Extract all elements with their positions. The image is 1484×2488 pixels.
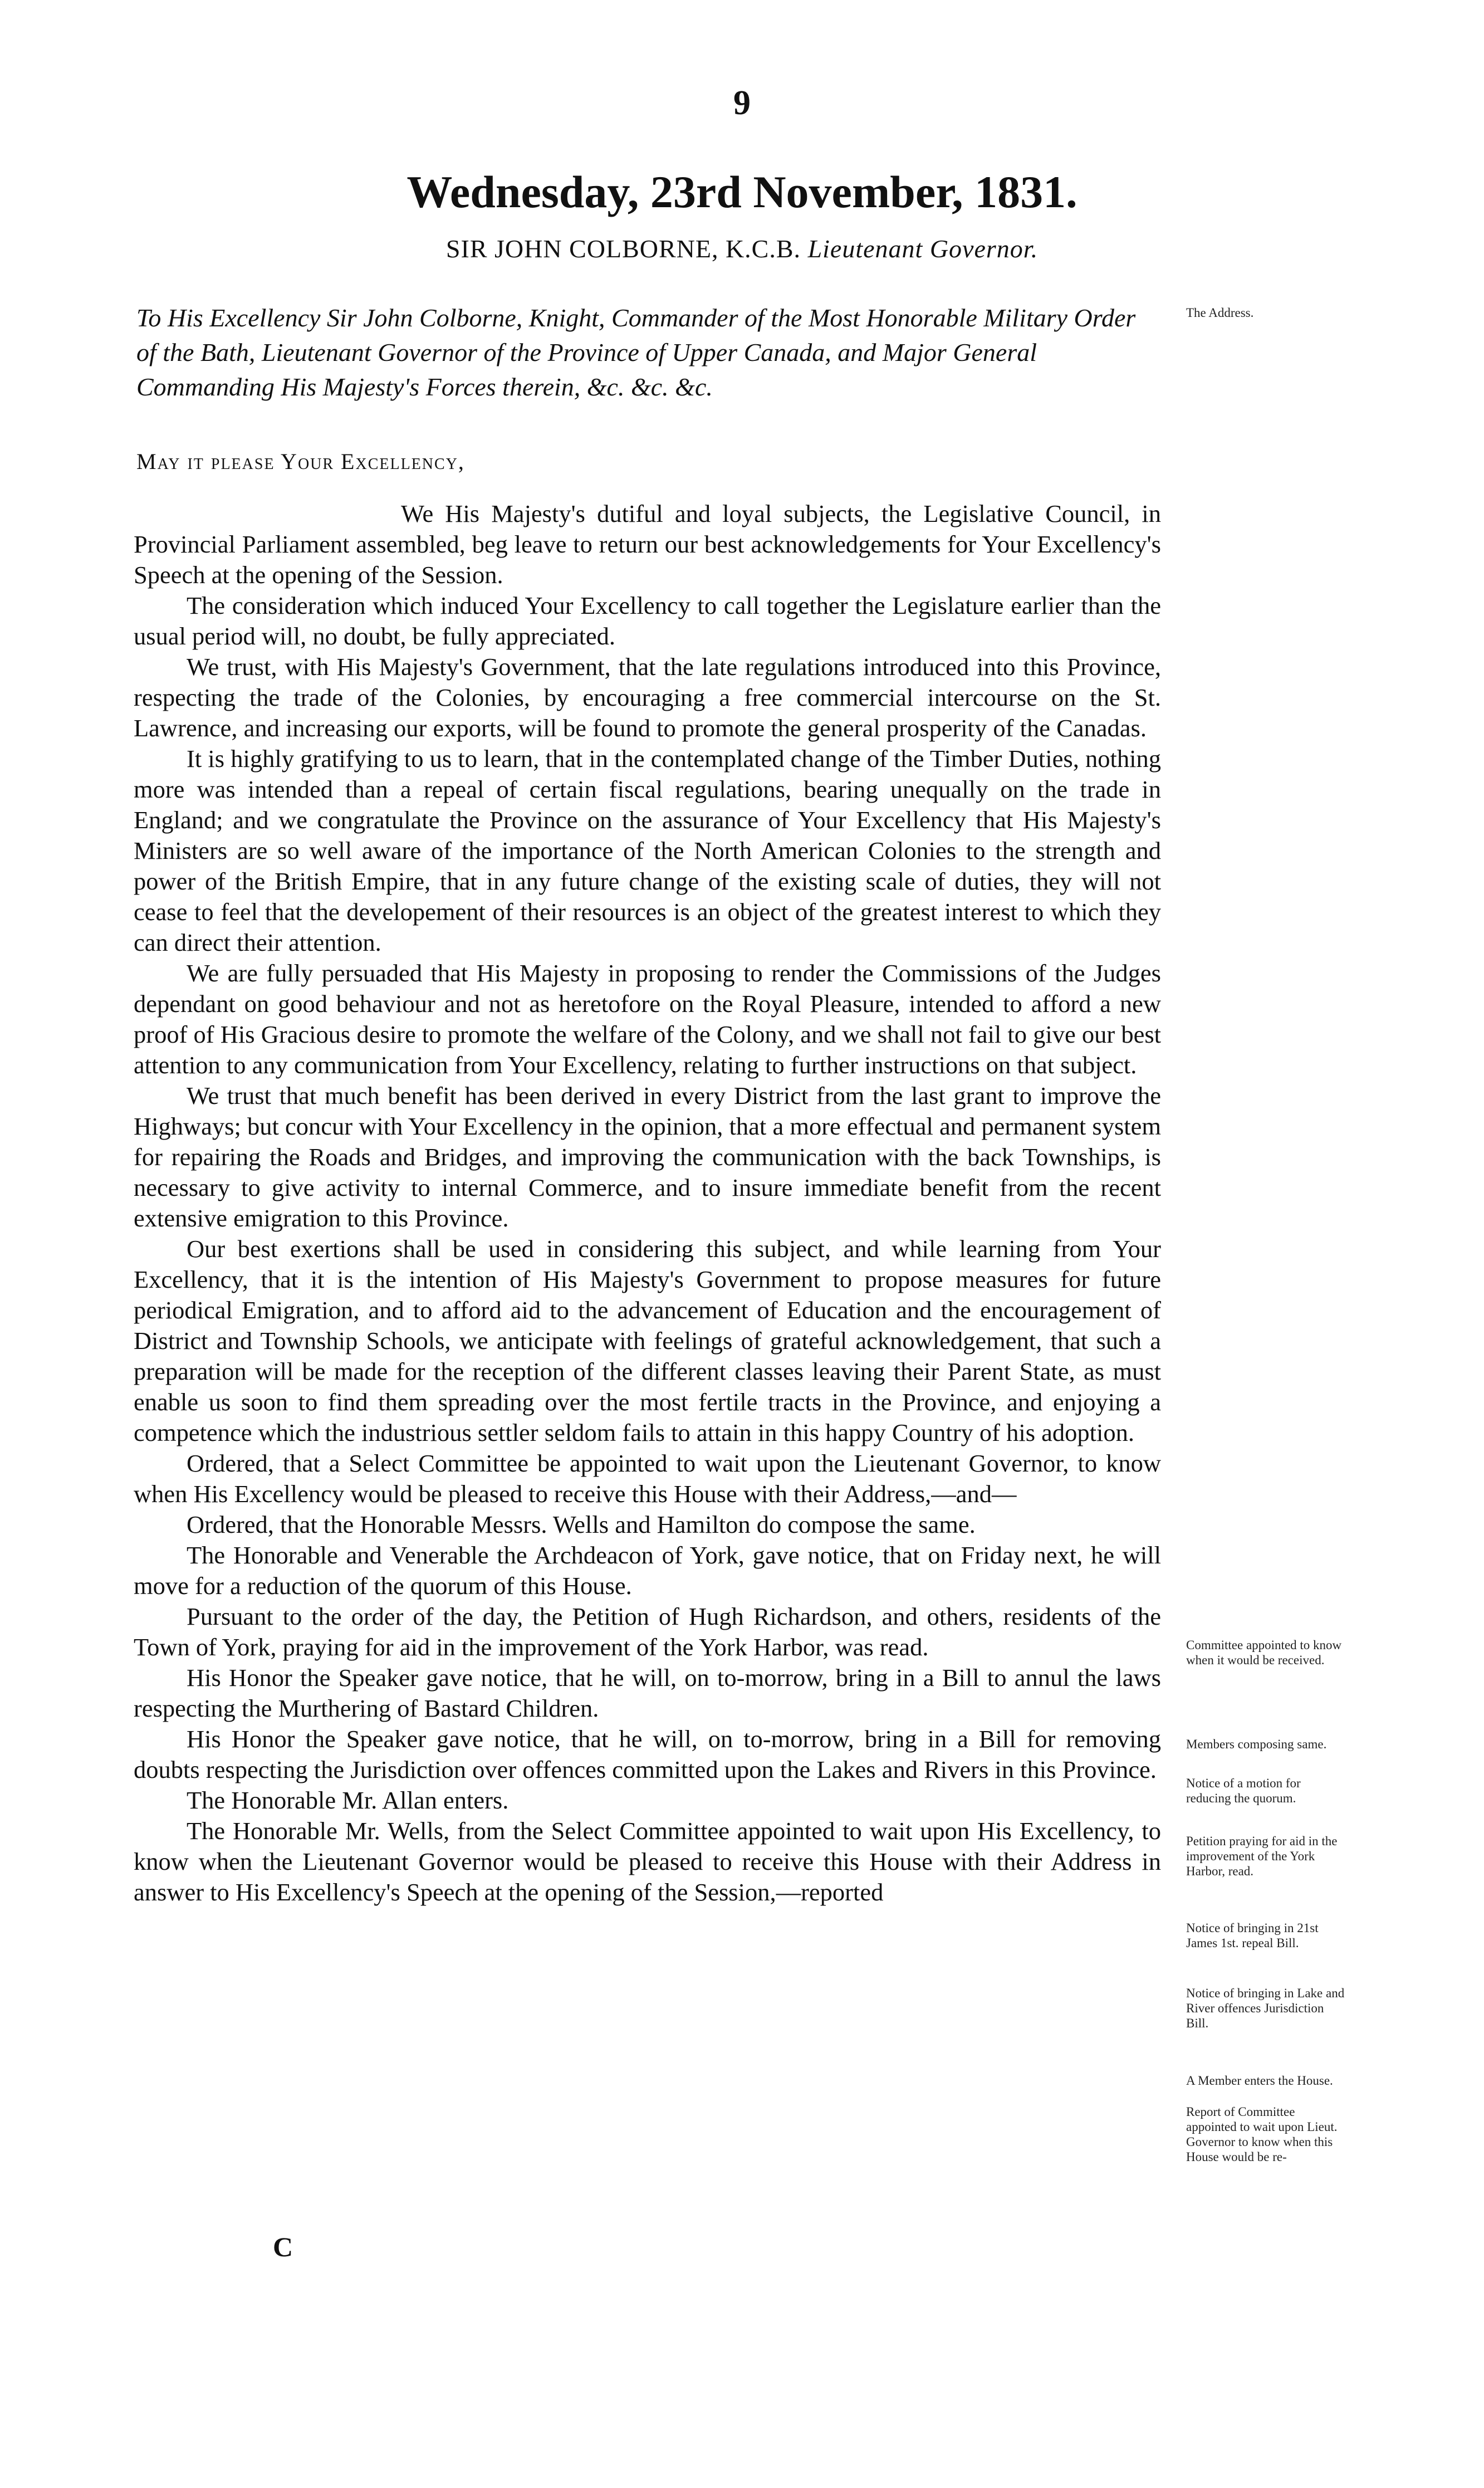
margin-note: Notice of bringing in 21st James 1st. repeal Bill. — [1186, 1921, 1319, 1950]
governor-name: SIR JOHN COLBORNE, K.C.B. — [445, 234, 801, 263]
paragraph: The Honorable and Venerable the Archdeacon of York, gave notice, that on Friday next, he will move for a reduction of the quorum of this House. — [134, 1541, 1161, 1600]
paragraph: We trust that much benefit has been derived in every District from the last grant to improve the Highways; but concur with Your Excellency in the opinion, that a more effectual and permanent system for repairing the Roads and Bridges, and improving the communication with the back Townships, is necessary to give activity to internal Commerce, and to insure immediate benefit from the recent extensive emigration to this Province. — [134, 1082, 1161, 1232]
body-text — [134, 498, 1161, 1908]
date-title: Wednesday, 23rd November, 1831. — [406, 167, 1078, 217]
paragraph: His Honor the Speaker gave notice, that he will, on to-morrow, bring in a Bill to annul the laws respecting the Murthering of Bastard Children. — [134, 1664, 1161, 1722]
paragraph: The Honorable Mr. Allan enters. — [187, 1786, 509, 1814]
paragraph: The consideration which induced Your Excellency to call together the Legislature earlier than the usual period will, no doubt, be fully appreciated. — [134, 592, 1161, 650]
margin-note: Petition praying for aid in the improvement of the York Harbor, read. — [1186, 1834, 1338, 1878]
paragraph: We are fully persuaded that His Majesty in proposing to render the Commissions of the Judges dependant on good behaviour and not as heretofore on the Royal Pleasure, intended to afford a new proof of His Gracious desire to promote the welfare of the Colony, and we shall not fail to give our best attention to any communication from Your Excellency, relating to further instructions on that subject. — [134, 959, 1161, 1079]
paragraph: His Honor the Speaker gave notice, that he will, on to-morrow, bring in a Bill for removing doubts respecting the Jurisdiction over offences committed upon the Lakes and Rivers in this Province. — [134, 1725, 1161, 1783]
salutation: May it please Your Excellency, — [136, 449, 465, 474]
margin-note: Report of Committee appointed to wait upon Lieut. Governor to know when this House would be re- — [1186, 2105, 1338, 2164]
address-heading: To His Excellency Sir John Colborne, Knight, Commander of the Most Honorable Military Order of the Bath, Lieutenant Governor of the Province of Upper Canada, and Major General Commanding His Majesty's Forces therein, &c. &c. &c. — [136, 304, 1136, 401]
paragraph: It is highly gratifying to us to learn, that in the contemplated change of the Timber Duties, nothing more was intended than a repeal of certain fiscal regulations, bearing unequally on the trade in England; and we congratulate the Province on the assurance of Your Excellency that His Majesty's Ministers are so well aware of the importance of the North American Colonies to the strength and power of the British Empire, that in any future change of the existing scale of duties, they will not cease to feel that the developement of their resources is an object of the greatest interest to which they can direct their attention. — [134, 745, 1161, 956]
margin-note: Notice of bringing in Lake and River offences Jurisdiction Bill. — [1186, 1986, 1345, 2030]
governor-line — [0, 234, 1484, 263]
page-number: 9 — [733, 84, 751, 122]
signature-letter: C — [273, 2231, 293, 2262]
paragraph: Pursuant to the order of the day, the Petition of Hugh Richardson, and others, residents of the Town of York, praying for aid in the improvement of the York Harbor, was read. — [134, 1602, 1161, 1661]
paragraph: Our best exertions shall be used in considering this subject, and while learning from Your Excellency, that it is the intention of His Majesty's Government to propose measures for future periodical Emigration, and to afford aid to the advancement of Education and the encouragement of District and Township Schools, we anticipate with feelings of grateful acknowledgement, that such a preparation will be made for the reception of the different classes leaving their Parent State, as must enable us soon to find them spreading over the most fertile tracts in the Province, and enjoying a competence which the industrious settler seldom fails to attain in this happy Country of his adoption. — [134, 1235, 1161, 1446]
margin-note: Committee appointed to know when it would be received. — [1186, 1638, 1342, 1667]
margin-note: Members composing same. — [1186, 1737, 1327, 1751]
margin-note: The Address. — [1186, 306, 1254, 320]
governor-title: Lieutenant Governor. — [807, 234, 1039, 263]
paragraph: We trust, with His Majesty's Government, that the late regulations introduced into this Province, respecting the trade of the Colonies, by encouraging a free commercial intercourse on the St. Lawrence, and increasing our exports, will be found to promote the general prosperity of the Canadas. — [134, 653, 1161, 742]
paragraph: Ordered, that the Honorable Messrs. Wells and Hamilton do compose the same. — [187, 1511, 976, 1538]
paragraph: Ordered, that a Select Committee be appointed to wait upon the Lieutenant Governor, to know when His Excellency would be pleased to receive this House with their Address,—and— — [134, 1449, 1161, 1508]
paragraph: We His Majesty's dutiful and loyal subjects, the Legislative Council, in Provincial Parliament assembled, beg leave to return our best acknowledgements for Your Excellency's Speech at the opening of the Session. — [134, 500, 1161, 589]
paragraph: The Honorable Mr. Wells, from the Select Committee appointed to wait upon His Excellency, to know when the Lieutenant Governor would be pleased to receive this House with their Address in answer to His Excellency's Speech at the opening of the Session,—reported — [134, 1817, 1161, 1906]
margin-note: Notice of a motion for reducing the quorum. — [1186, 1776, 1301, 1805]
margin-note: A Member enters the House. — [1186, 2074, 1333, 2088]
